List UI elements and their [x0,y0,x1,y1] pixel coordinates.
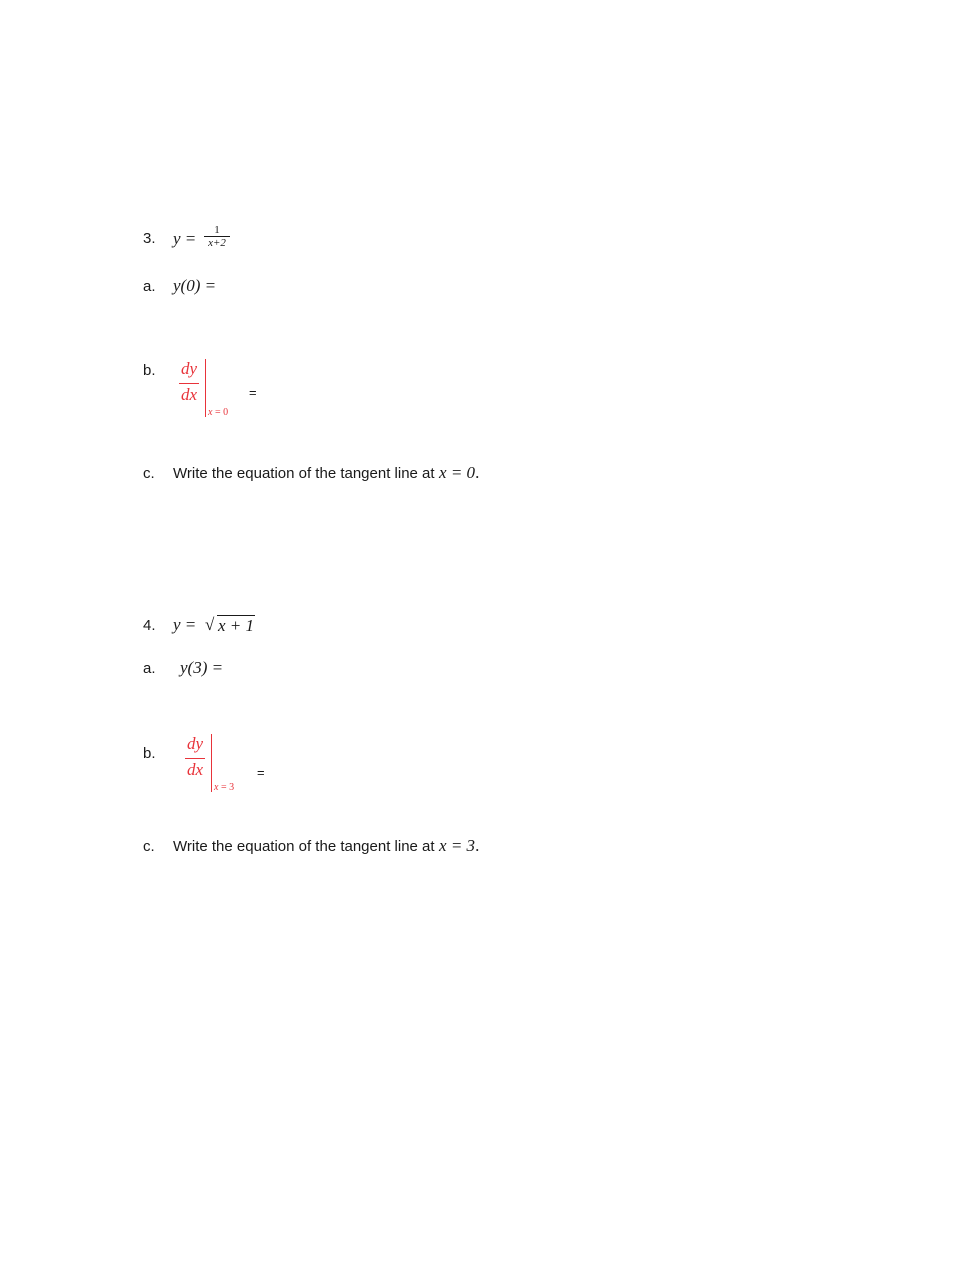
evaluation-bar [205,359,206,417]
equals-sign: = [249,385,257,400]
derivative-fraction-bar [185,758,205,759]
evaluation-variable: x [208,407,213,418]
part-c-label: c. [143,465,155,482]
derivative-fraction-bar [179,383,199,384]
evaluation-value: = 3 [218,782,235,793]
part-c-label: c. [143,838,155,855]
function-lhs: y = [173,229,197,248]
problem-number: 3. [143,230,156,247]
instruction-period: . [475,836,480,855]
equals-sign: = [257,765,265,780]
derivative-denominator: dx [186,760,204,779]
part-a-label: a. [143,660,156,677]
part-b-label: b. [143,362,156,379]
instruction-text: Write the equation of the tangent line at [173,838,435,855]
part-a-expression: y(0) = [173,276,217,295]
derivative-denominator: dx [180,385,198,404]
radicand: x + 1 [218,616,255,635]
evaluation-point [214,782,234,793]
evaluation-value: = 0 [212,407,229,418]
part-c-instruction [173,836,479,856]
derivative-evaluation [183,734,263,804]
evaluation-variable: x [214,782,219,793]
function-lhs: y = [173,615,197,634]
fraction [204,224,230,250]
fraction-denominator: x+2 [208,237,226,249]
derivative-numerator: dy [186,734,204,753]
instruction-math: x = 3 [439,836,476,855]
instruction-period: . [475,463,480,482]
radical-sign: √ [205,615,215,634]
part-a-label: a. [143,278,156,295]
fraction-numerator: 1 [214,224,220,236]
evaluation-point [208,407,228,418]
problem-number: 4. [143,617,156,634]
derivative-evaluation [177,359,257,429]
derivative-numerator: dy [180,359,198,378]
part-c-instruction [173,463,479,483]
evaluation-bar [211,734,212,792]
part-b-label: b. [143,745,156,762]
part-a-expression: y(3) = [180,658,224,677]
instruction-math: x = 0 [439,463,476,482]
instruction-text: Write the equation of the tangent line at [173,465,435,482]
